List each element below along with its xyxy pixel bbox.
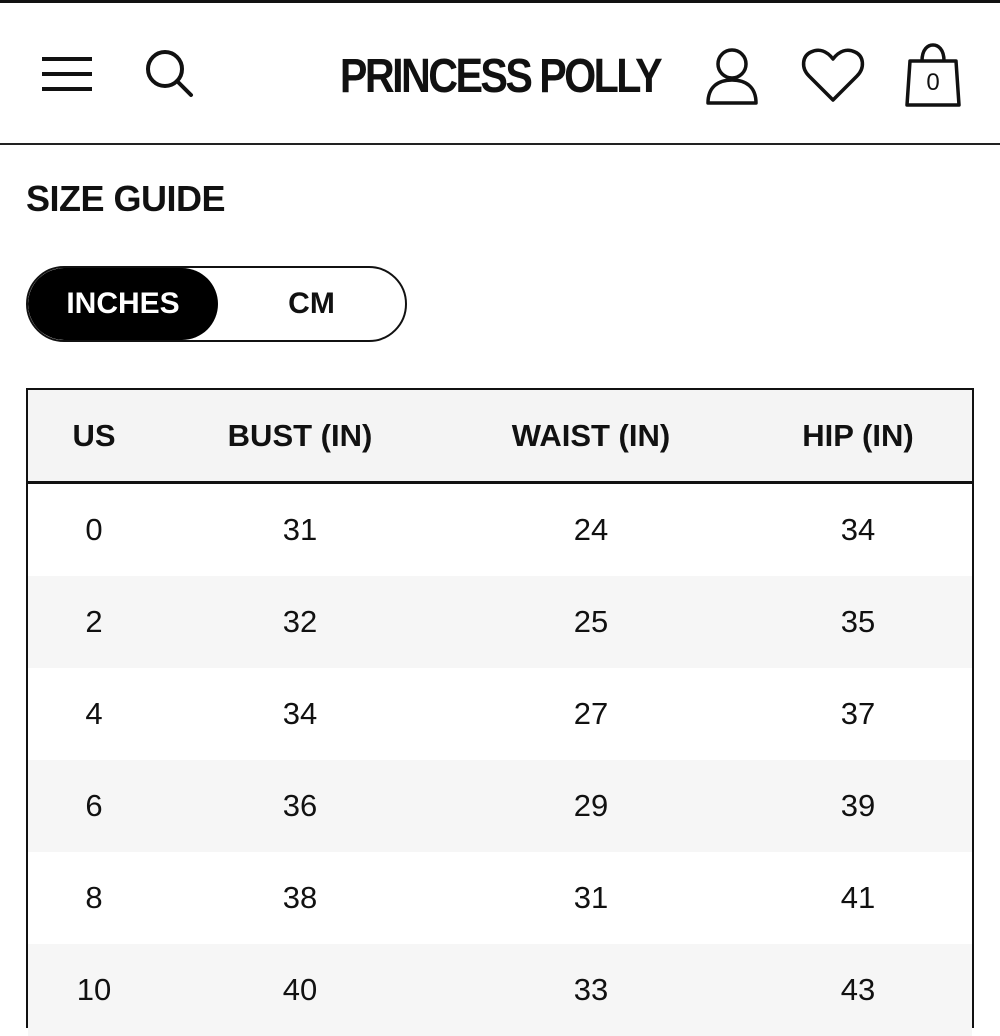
hamburger-menu-icon xyxy=(40,51,96,97)
cell-waist: 29 xyxy=(573,788,609,823)
cell-bust: 40 xyxy=(282,972,318,1007)
wishlist-button[interactable] xyxy=(801,47,865,105)
cell-hip: 35 xyxy=(840,604,876,639)
cell-us: 4 xyxy=(85,696,103,731)
cell-bust: 31 xyxy=(282,512,318,547)
unit-toggle xyxy=(26,266,407,342)
cell-bust: 36 xyxy=(282,788,318,823)
site-header xyxy=(0,3,1000,145)
table-header xyxy=(28,390,972,484)
account-button[interactable] xyxy=(704,47,760,107)
bag-button[interactable] xyxy=(904,43,962,109)
cell-bust: 34 xyxy=(282,696,318,731)
cell-waist: 25 xyxy=(573,604,609,639)
cell-hip: 34 xyxy=(840,512,876,547)
table-row xyxy=(28,760,972,852)
column-header-waist: WAIST (IN) xyxy=(511,417,671,453)
table-row xyxy=(28,668,972,760)
table-row xyxy=(28,944,972,1036)
cell-us: 0 xyxy=(85,512,103,547)
cell-waist: 31 xyxy=(573,880,609,915)
search-icon xyxy=(143,47,197,101)
cell-hip: 41 xyxy=(840,880,876,915)
cell-hip: 43 xyxy=(840,972,876,1007)
cell-us: 2 xyxy=(85,604,103,639)
menu-button[interactable] xyxy=(40,51,96,97)
column-header-bust: BUST (IN) xyxy=(227,417,373,453)
table-row xyxy=(28,484,972,576)
cell-us: 8 xyxy=(85,880,103,915)
cell-bust: 38 xyxy=(282,880,318,915)
cell-waist: 24 xyxy=(573,512,609,547)
toggle-cm[interactable]: CM xyxy=(288,287,335,320)
brand-logo[interactable]: PRINCESS POLLY xyxy=(339,49,661,103)
cell-hip: 39 xyxy=(840,788,876,823)
column-header-hip: HIP (IN) xyxy=(802,417,914,453)
cell-bust: 32 xyxy=(282,604,318,639)
cell-hip: 37 xyxy=(840,696,876,731)
cell-us: 6 xyxy=(85,788,103,823)
user-icon xyxy=(704,47,760,107)
bag-count-badge: 0 xyxy=(926,69,940,96)
cell-us: 10 xyxy=(76,972,112,1007)
column-header-us: US xyxy=(72,417,116,453)
toggle-inches[interactable]: INCHES xyxy=(28,268,218,340)
heart-icon xyxy=(801,47,865,105)
size-table xyxy=(26,388,974,1028)
page-title: SIZE GUIDE xyxy=(26,178,226,219)
cell-waist: 33 xyxy=(573,972,609,1007)
table-row xyxy=(28,852,972,944)
search-button[interactable] xyxy=(143,47,197,101)
cell-waist: 27 xyxy=(573,696,609,731)
table-row xyxy=(28,576,972,668)
